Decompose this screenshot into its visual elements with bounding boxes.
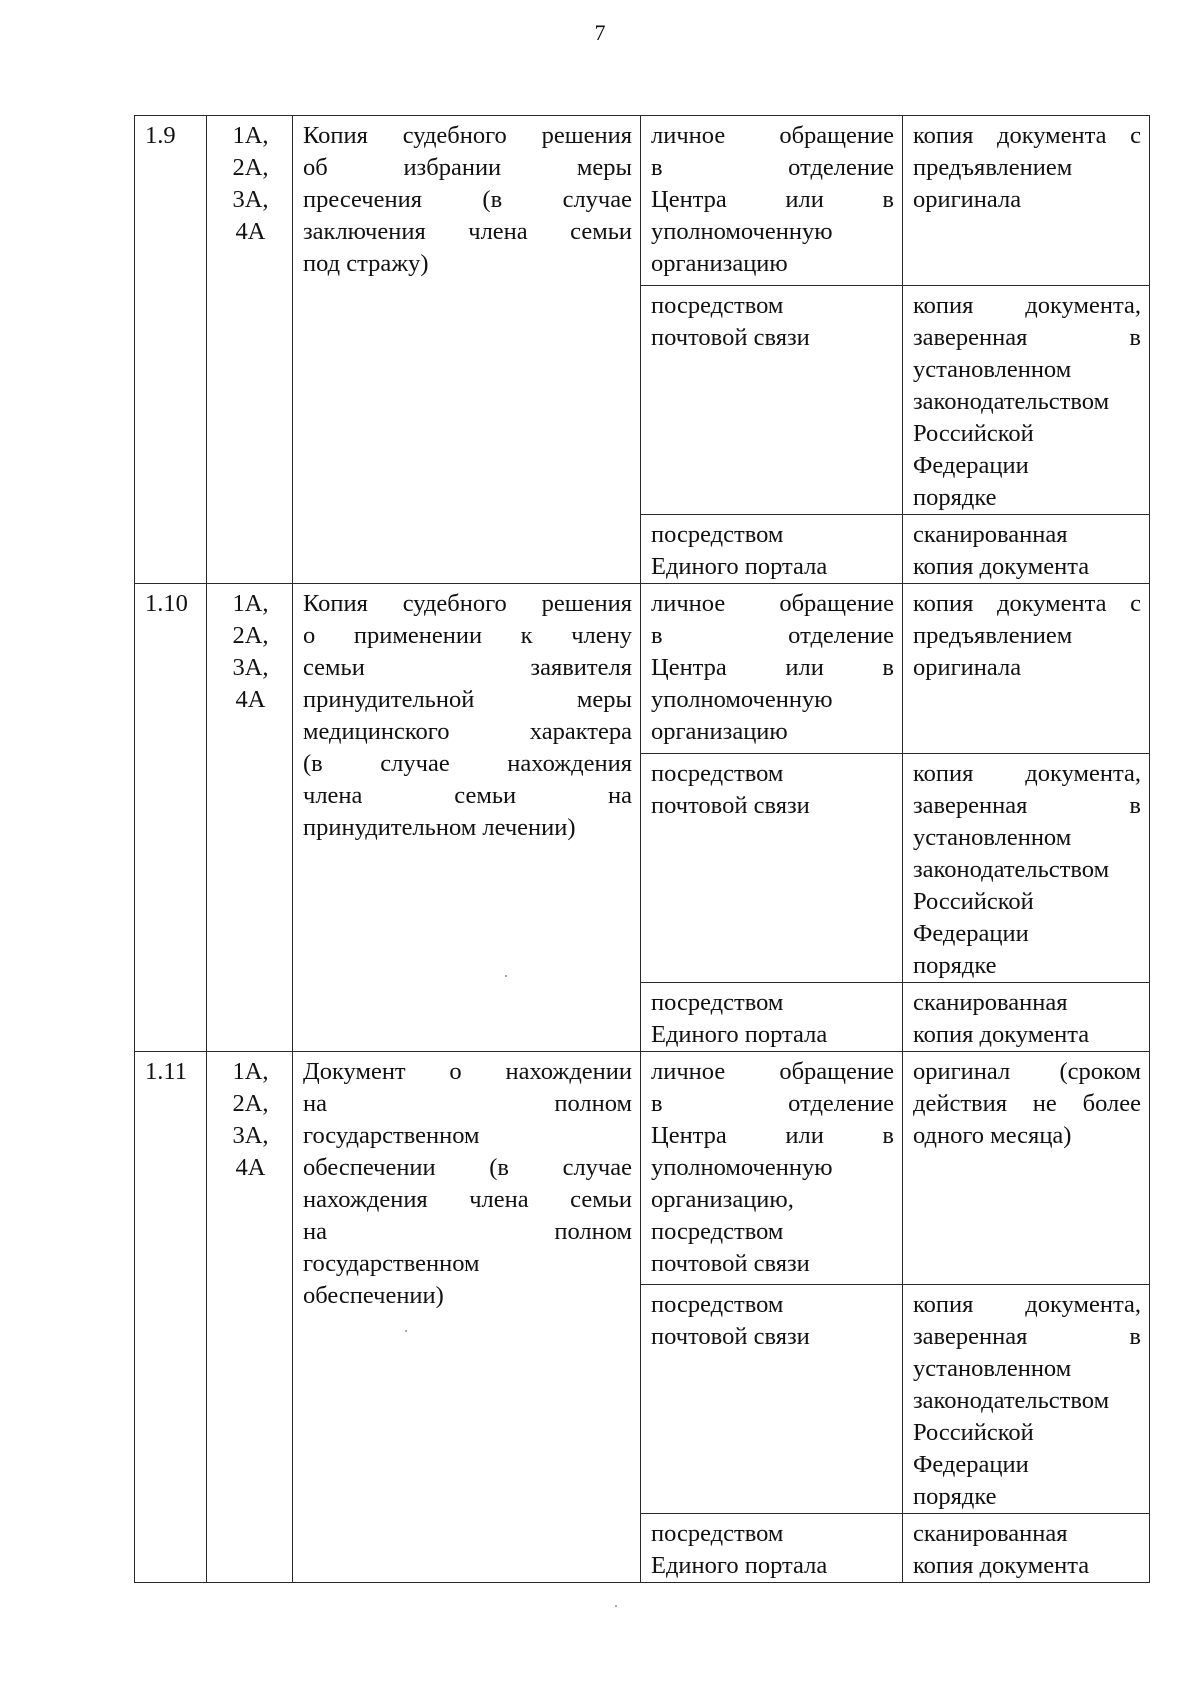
- text-line: организацию,: [651, 1186, 794, 1213]
- text-line: личное обращение: [651, 122, 894, 149]
- text-line: оригинала: [913, 186, 1022, 213]
- submission-method: [641, 1052, 903, 1285]
- page-number: 7: [594, 20, 606, 45]
- category-code: 4А: [235, 1154, 266, 1181]
- category-code: 4А: [235, 218, 266, 245]
- text-line: заверенная в: [913, 324, 1141, 351]
- text-line: посредством: [651, 760, 784, 787]
- text-line: копия документа с: [913, 122, 1141, 149]
- category-code: 1А,: [232, 590, 269, 617]
- text-line: государственном: [303, 1250, 480, 1277]
- text-line: копия документа: [913, 1021, 1090, 1048]
- document-form: [903, 754, 1150, 983]
- text-line: организацию: [651, 718, 788, 745]
- text-line: Копия судебного решения: [303, 122, 632, 149]
- text-line: одного месяца): [913, 1122, 1072, 1149]
- category-code: 2А,: [232, 622, 269, 649]
- document-form: [903, 1514, 1150, 1583]
- text-line: оригинала: [913, 654, 1022, 681]
- category-code: 3А,: [232, 1122, 269, 1149]
- submission-method: [641, 116, 903, 286]
- text-line: Единого портала: [651, 553, 828, 580]
- text-line: уполномоченную: [651, 1154, 833, 1181]
- category-code: 1А,: [232, 122, 269, 149]
- text-line: нахождения члена семьи: [303, 1186, 632, 1213]
- text-line: установленном: [913, 1355, 1072, 1382]
- text-line: порядке: [913, 1483, 997, 1510]
- text-line: предъявлением: [913, 622, 1073, 649]
- text-line: под стражу): [303, 250, 429, 277]
- category-code: 2А,: [232, 1090, 269, 1117]
- text-line: члена семьи на: [303, 782, 632, 809]
- applicant-categories: [207, 584, 293, 1052]
- text-line: Центра или в: [651, 186, 894, 213]
- document-name: [293, 116, 641, 584]
- document-form: [903, 1052, 1150, 1285]
- category-code: 4А: [235, 686, 266, 713]
- text-line: обеспечении (в случае: [303, 1154, 632, 1181]
- text-line: Центра или в: [651, 1122, 894, 1149]
- table-row: [135, 1052, 1150, 1285]
- text-line: предъявлением: [913, 154, 1073, 181]
- text-line: уполномоченную: [651, 218, 833, 245]
- text-line: в отделение: [651, 1090, 894, 1117]
- text-line: Федерации: [913, 920, 1029, 947]
- category-code: 3А,: [232, 654, 269, 681]
- applicant-categories: [207, 1052, 293, 1583]
- text-line: личное обращение: [651, 590, 894, 617]
- scan-speck: [505, 975, 507, 977]
- document-form: [903, 584, 1150, 754]
- text-line: установленном: [913, 356, 1072, 383]
- text-line: сканированная: [913, 1520, 1068, 1547]
- text-line: копия документа: [913, 553, 1090, 580]
- text-line: посредством: [651, 1218, 784, 1245]
- text-line: посредством: [651, 1520, 784, 1547]
- text-line: почтовой связи: [651, 1250, 810, 1277]
- row-number: 1.11: [135, 1052, 207, 1583]
- text-line: Федерации: [913, 1451, 1029, 1478]
- text-line: Российской: [913, 420, 1034, 447]
- text-line: в отделение: [651, 154, 894, 181]
- table-row: [135, 584, 1150, 754]
- applicant-categories: [207, 116, 293, 584]
- text-line: принудительном лечении): [303, 814, 576, 841]
- document-name: [293, 1052, 641, 1583]
- text-line: Единого портала: [651, 1021, 828, 1048]
- document-form: [903, 515, 1150, 584]
- text-line: личное обращение: [651, 1058, 894, 1085]
- scan-speck: [405, 1330, 407, 1332]
- text-line: семьи заявителя: [303, 654, 632, 681]
- text-line: посредством: [651, 292, 784, 319]
- text-line: Единого портала: [651, 1552, 828, 1579]
- text-line: на полном: [303, 1218, 632, 1245]
- category-code: 1А,: [232, 1058, 269, 1085]
- submission-method: [641, 584, 903, 754]
- documents-table: [134, 115, 1150, 1583]
- text-line: сканированная: [913, 521, 1068, 548]
- text-line: заверенная в: [913, 1323, 1141, 1350]
- text-line: заключения члена семьи: [303, 218, 632, 245]
- submission-method: [641, 286, 903, 515]
- text-line: на полном: [303, 1090, 632, 1117]
- document-form: [903, 1285, 1150, 1514]
- text-line: уполномоченную: [651, 686, 833, 713]
- text-line: пресечения (в случае: [303, 186, 632, 213]
- submission-method: [641, 1285, 903, 1514]
- text-line: государственном: [303, 1122, 480, 1149]
- text-line: Федерации: [913, 452, 1029, 479]
- document-form: [903, 983, 1150, 1052]
- submission-method: [641, 1514, 903, 1583]
- text-line: Центра или в: [651, 654, 894, 681]
- text-line: почтовой связи: [651, 792, 810, 819]
- text-line: почтовой связи: [651, 324, 810, 351]
- table-body: [135, 116, 1150, 1583]
- text-line: законодательством: [913, 388, 1110, 415]
- text-line: (в случае нахождения: [303, 750, 632, 777]
- text-line: принудительной меры: [303, 686, 632, 713]
- text-line: копия документа с: [913, 590, 1141, 617]
- text-line: о применении к члену: [303, 622, 632, 649]
- text-line: об избрании меры: [303, 154, 632, 181]
- text-line: обеспечении): [303, 1282, 444, 1309]
- text-line: Документ о нахождении: [303, 1058, 632, 1085]
- row-number: 1.10: [135, 584, 207, 1052]
- table-row: [135, 116, 1150, 286]
- category-code: 2А,: [232, 154, 269, 181]
- text-line: Копия судебного решения: [303, 590, 632, 617]
- text-line: действия не более: [913, 1090, 1141, 1117]
- submission-method: [641, 515, 903, 584]
- text-line: посредством: [651, 1291, 784, 1318]
- text-line: оригинал (сроком: [913, 1058, 1141, 1085]
- row-number: 1.9: [135, 116, 207, 584]
- text-line: законодательством: [913, 856, 1110, 883]
- text-line: законодательством: [913, 1387, 1110, 1414]
- text-line: в отделение: [651, 622, 894, 649]
- document-form: [903, 116, 1150, 286]
- text-line: посредством: [651, 989, 784, 1016]
- text-line: порядке: [913, 484, 997, 511]
- text-line: копия документа: [913, 1552, 1090, 1579]
- submission-method: [641, 983, 903, 1052]
- submission-method: [641, 754, 903, 983]
- text-line: Российской: [913, 1419, 1034, 1446]
- text-line: порядке: [913, 952, 997, 979]
- category-code: 3А,: [232, 186, 269, 213]
- text-line: копия документа,: [913, 760, 1141, 787]
- text-line: Российской: [913, 888, 1034, 915]
- text-line: копия документа,: [913, 292, 1141, 319]
- text-line: организацию: [651, 250, 788, 277]
- text-line: заверенная в: [913, 792, 1141, 819]
- document-form: [903, 286, 1150, 515]
- text-line: посредством: [651, 521, 784, 548]
- text-line: медицинского характера: [303, 718, 632, 745]
- text-line: сканированная: [913, 989, 1068, 1016]
- text-line: копия документа,: [913, 1291, 1141, 1318]
- scan-speck: [615, 1605, 617, 1607]
- document-name: [293, 584, 641, 1052]
- text-line: почтовой связи: [651, 1323, 810, 1350]
- text-line: установленном: [913, 824, 1072, 851]
